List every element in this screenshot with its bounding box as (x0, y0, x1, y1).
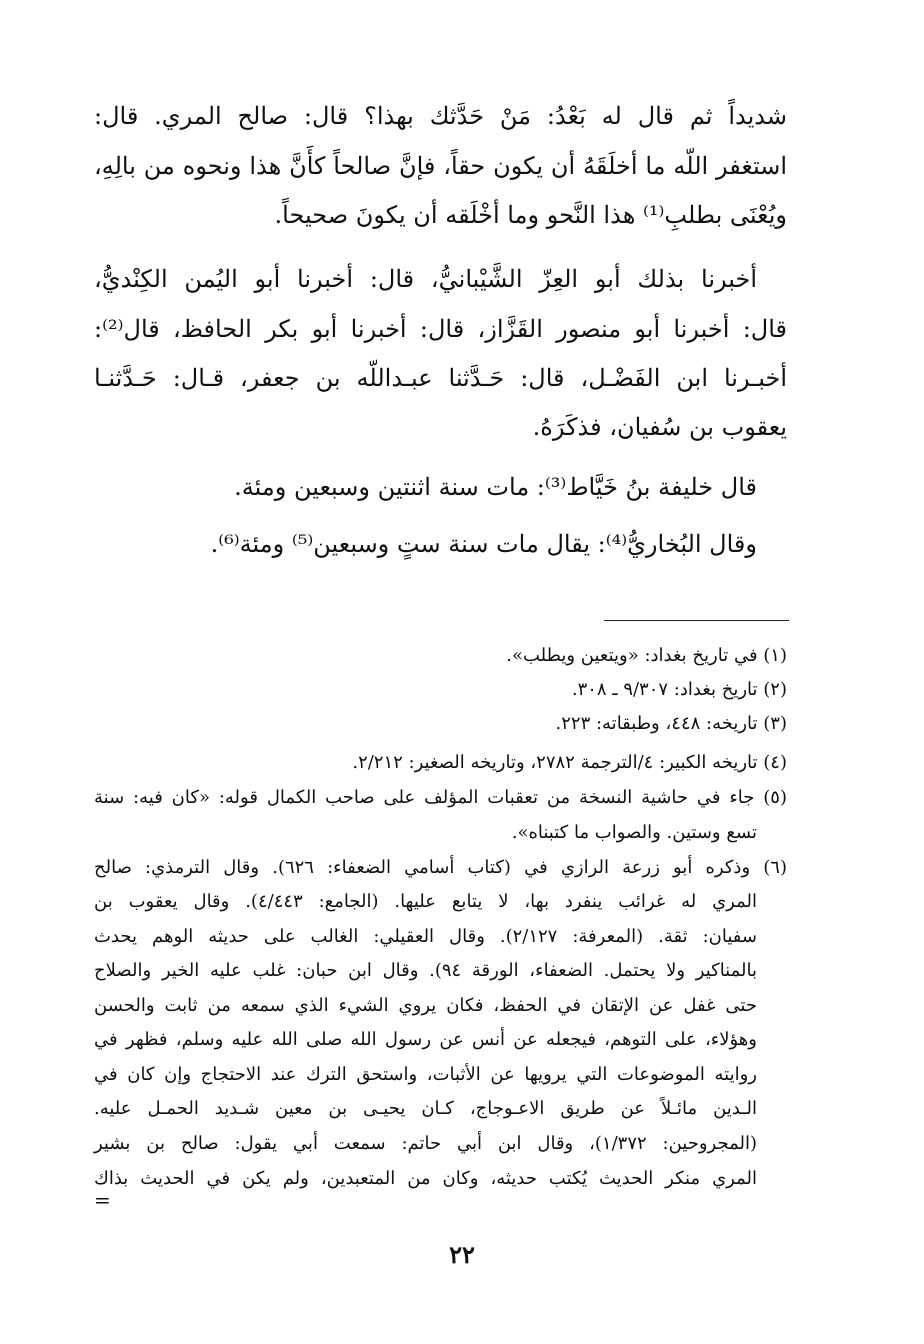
footnote-6-line-6: وهؤلاء، على التوهم، فيجعله عن أنس عن رسول الله صلى الله عليه وسلم، فظهر في (94, 1029, 757, 1050)
footnote-2: (٢) تاريخ بغداد: ٩/٣٠٧ ـ ٣٠٨. (571, 679, 787, 700)
footnote-separator (604, 620, 789, 621)
continuation-mark: = (94, 1188, 111, 1212)
paragraph-4: وقال البُخاريُّ⁽⁴⁾: يقال مات سنة ستٍ وسبعين⁽⁵⁾ ومئة⁽⁶⁾. (210, 530, 757, 558)
paragraph-2-line-2: قال: أخبرنا أبو منصور القَزَّاز، قال: أخبرنا أبو بكر الحافظ، قال⁽²⁾: (94, 315, 788, 343)
paragraph-2-line-4: يعقوب بن سُفيان، فذكَرَهُ. (532, 413, 787, 441)
paragraph-1-line-3: ويُعْنَى بطلبِ⁽¹⁾ هذا النَّحو وما أخْلَقه أن يكونَ صحيحاً. (274, 201, 787, 229)
footnote-5-line-2: تسع وستين. والصواب ما كتبناه». (511, 822, 757, 843)
footnote-6-line-10: المري منكر الحديث يُكتب حديثه، وكان من المتعبدين، ولم يكن في الحديث بذاك (94, 1168, 757, 1189)
footnote-6-line-8: الـدين مائـلاً عن طريق الاعـوجاج، كـان يحيـى بن معين شـديد الحمـل عليه. (94, 1098, 757, 1119)
footnote-6-line-9: (المجروحين: ١/٣٧٢)، وقال ابن أبي حاتم: سمعت أبي يقول: صالح بن بشير (94, 1133, 757, 1154)
footnote-6-line-2: المري له غرائب ينفرد بها، لا يتابع عليها. (الجامع: ٤/٤٤٣). وقال يعقوب بن (94, 891, 757, 912)
paragraph-1-line-2: استغفر اللّه ما أخلَقَهُ أن يكون حقاً، فإنَّ صالحاً كأَنَّ هذا ونحوه من بالِهِ، (94, 152, 787, 180)
footnote-6-line-5: حتى غفل عن الإتقان في الحفظ، فكان يروي الشيء الذي سمعه من ثابت والحسن (94, 995, 757, 1016)
footnote-5-line-1: (٥) جاء في حاشية النسخة من تعقبات المؤلف على صاحب الكمال قوله: «كان فيه: سنة (94, 787, 787, 808)
footnote-4: (٤) تاريخه الكبير: ٤/الترجمة ٢٧٨٢، وتاريخه الصغير: ٢/٢١٢. (352, 752, 787, 773)
page-number: ٢٢ (449, 1240, 475, 1269)
paragraph-2-line-1: أخبرنا بذلك أبو العِزّ الشَّيْبانيُّ، قال: أخبرنا أبو اليُمن الكِنْديُّ، (94, 265, 757, 293)
footnote-3: (٣) تاريخه: ٤٤٨، وطبقاته: ٢٢٣. (555, 713, 787, 734)
footnote-6-line-7: روايته الموضوعات التي يرويها عن الأثبات، واستحق الترك عند الاحتجاج وإن كان في (94, 1064, 757, 1085)
paragraph-1-line-1: شديداً ثم قال له بَعْدُ: مَنْ حَدَّثك بهذا؟ قال: صالح المري. قال: (94, 102, 787, 130)
footnote-6-line-4: بالمناكير ولا يحتمل. الضعفاء، الورقة ٩٤). وقال ابن حبان: غلب عليه الخير والصلاح (94, 960, 757, 981)
footnote-6-line-3: سفيان: ثقة. (المعرفة: ٢/١٢٧). وقال العقيلي: الغالب على حديثه الوهم يحدث (94, 926, 757, 947)
footnote-6-line-1: (٦) وذكره أبو زرعة الرازي في (كتاب أسامي الضعفاء: ٦٢٦). وقال الترمذي: صالح (94, 857, 787, 878)
paragraph-3: قال خليفة بنُ خَيَّاط⁽³⁾: مات سنة اثنتين وسبعين ومئة. (234, 473, 757, 501)
footnote-1: (١) في تاريخ بغداد: «ويتعين ويطلب». (506, 645, 787, 666)
paragraph-2-line-3: أخبـرنا ابن الفَضْـل، قال: حَـدَّثنا عبـداللّه بن جعفر، قـال: حَـدَّثنـا (94, 364, 787, 392)
